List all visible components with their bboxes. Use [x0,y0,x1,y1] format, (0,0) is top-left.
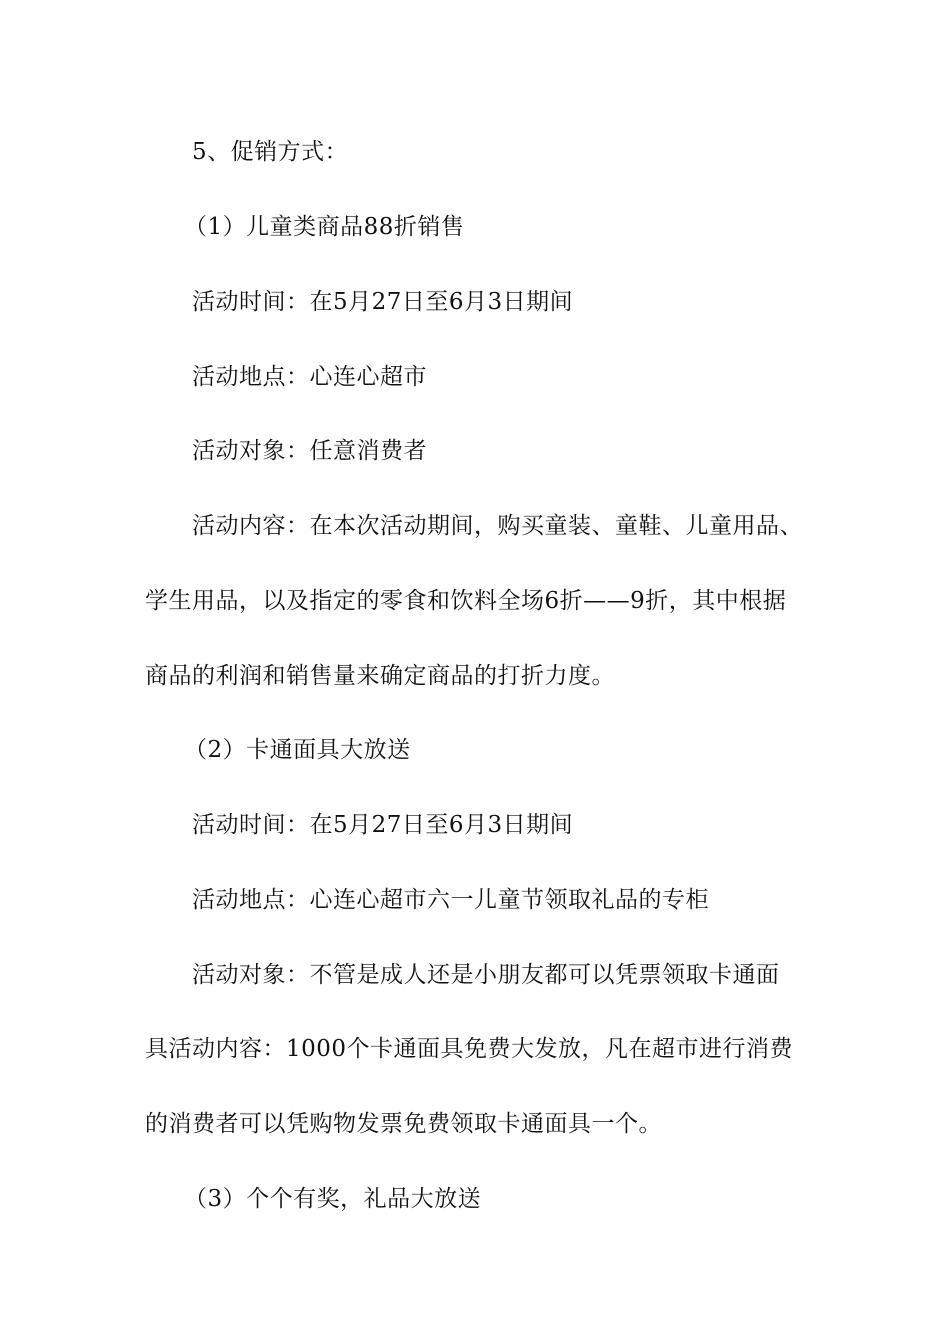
activity-content-1-line-2: 学生用品，以及指定的零食和饮料全场6折——9折，其中根据 [145,588,787,614]
activity-time-1: 活动时间：在5月27日至6月3日期间 [192,289,574,315]
activity-content-2-line-1: 具活动内容：1000个卡通面具免费大发放，凡在超市进行消费 [145,1036,794,1062]
activity-content-1-line-3: 商品的利润和销售量来确定商品的打折力度。 [145,663,615,689]
activity-content-2-line-2: 的消费者可以凭购物发票免费领取卡通面具一个。 [145,1111,662,1137]
subsection-heading-1: （1）儿童类商品88折销售 [184,214,465,240]
section-heading: 5、促销方式： [192,139,349,165]
activity-target-2-line-1: 活动对象：不管是成人还是小朋友都可以凭票领取卡通面 [192,962,780,988]
activity-content-1-line-1: 活动内容：在本次活动期间，购买童装、童鞋、儿童用品、 [192,513,803,539]
subsection-heading-3: （3）个个有奖，礼品大放送 [184,1186,482,1212]
subsection-heading-2: （2）卡通面具大放送 [184,737,411,763]
activity-location-2: 活动地点：心连心超市六一儿童节领取礼品的专柜 [192,887,709,913]
activity-time-2: 活动时间：在5月27日至6月3日期间 [192,812,574,838]
activity-location-1: 活动地点：心连心超市 [192,364,427,390]
activity-target-1: 活动对象：任意消费者 [192,438,427,464]
